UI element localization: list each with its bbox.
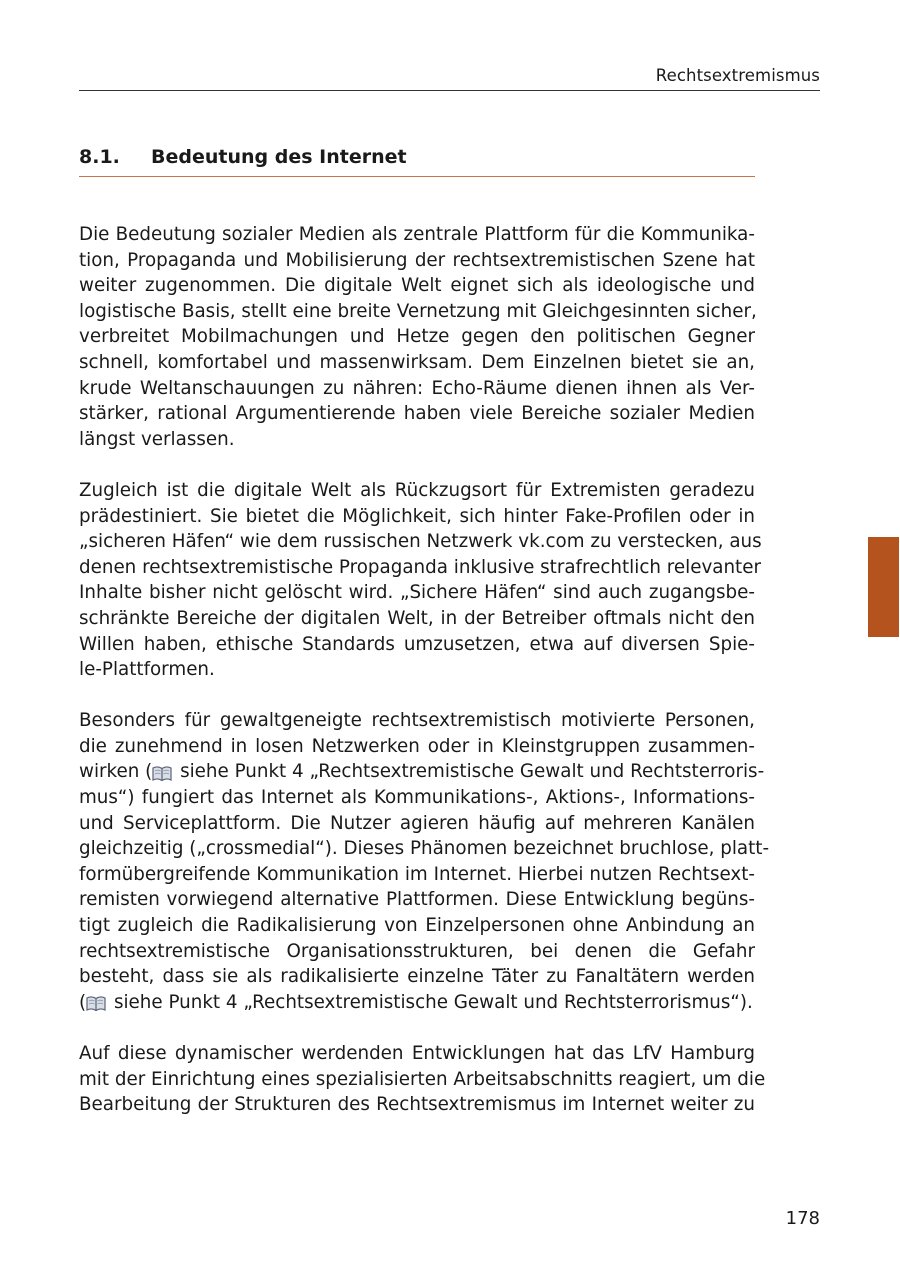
header-rule bbox=[79, 90, 820, 91]
text-line: denen rechtsextremistische Propaganda inklusive strafrechtlich relevanter bbox=[79, 556, 761, 578]
text-line: Besonders für gewaltgeneigte rechtsextremistisch motivierte Personen, bbox=[79, 710, 755, 732]
text-line: Die Bedeutung sozialer Medien als zentrale Plattform für die Kommunika- bbox=[79, 224, 755, 245]
text-line: weiter zugenommen. Die digitale Welt eignet sich als ideologische und bbox=[79, 275, 755, 297]
text-line bbox=[79, 990, 755, 1016]
text-line: stärker, rational Argumentierende haben viele Bereiche sozialer Medien bbox=[79, 403, 755, 425]
text-line: gleichzeitig („crossmedial“). Dieses Phänomen bezeichnet bruchlose, platt- bbox=[79, 838, 770, 860]
text-line: formübergreifende Kommunikation im Internet. Hierbei nutzen Rechtsext- bbox=[79, 863, 755, 885]
text-line: le-Plattformen. bbox=[79, 659, 215, 681]
paragraph bbox=[79, 222, 755, 452]
text-line: Zugleich ist die digitale Welt als Rückzugsort für Extremisten geradezu bbox=[79, 479, 755, 501]
text-line: die zunehmend in losen Netzwerken oder in Kleinstgruppen zusammen- bbox=[79, 735, 755, 757]
text-line: schnell, komfortabel und massenwirksam. Dem Einzelnen bietet sie an, bbox=[79, 351, 755, 373]
text-fragment: ( bbox=[79, 991, 87, 1013]
text-line: krude Weltanschauungen zu nähren: Echo-Räume dienen ihnen als Ver- bbox=[79, 377, 755, 399]
text-line: „sicheren Häfen“ wie dem russischen Netzwerk vk.com zu verstecken, aus bbox=[79, 531, 762, 553]
text-line: mus“) fungiert das Internet als Kommunikations-, Aktions-, Informations- bbox=[79, 787, 755, 809]
paragraph bbox=[79, 708, 770, 1015]
text-line: und Serviceplattform. Die Nutzer agieren häufig auf mehreren Kanälen bbox=[79, 812, 755, 834]
chapter-side-tab bbox=[868, 537, 899, 637]
section-rule bbox=[79, 176, 755, 177]
paragraph bbox=[79, 478, 762, 683]
section-title: Bedeutung des Internet bbox=[151, 146, 407, 168]
page-number: 178 bbox=[785, 1208, 820, 1229]
text-line: tigt zugleich die Radikalisierung von Einzelpersonen ohne Anbindung an bbox=[79, 915, 755, 937]
text-line: schränkte Bereiche der digitalen Welt, in der Betreiber oftmals nicht den bbox=[79, 607, 755, 629]
paragraph bbox=[79, 1041, 766, 1118]
text-fragment: siehe Punkt 4 „Rechtsextremistische Gewalt und Rechtsterroris- bbox=[174, 761, 765, 783]
book-icon bbox=[152, 764, 172, 781]
text-line: mit der Einrichtung eines spezialisierten Arbeitsabschnitts reagiert, um die bbox=[79, 1068, 766, 1090]
text-fragment: wirken ( bbox=[79, 761, 153, 783]
book-icon bbox=[86, 994, 106, 1011]
text-line: remisten vorwiegend alternative Plattformen. Diese Entwicklung begüns- bbox=[79, 889, 755, 911]
text-line: besteht, dass sie als radikalisierte einzelne Täter zu Fanaltätern werden bbox=[79, 966, 755, 988]
body-text bbox=[79, 222, 770, 1118]
text-line: Auf diese dynamischer werdenden Entwicklungen hat das LfV Hamburg bbox=[79, 1043, 755, 1064]
text-line: Inhalte bisher nicht gelöscht wird. „Sichere Häfen“ sind auch zugangsbe- bbox=[79, 582, 755, 604]
text-line bbox=[79, 759, 765, 785]
text-line: Willen haben, ethische Standards umzusetzen, etwa auf diversen Spie- bbox=[79, 633, 755, 655]
text-line: logistische Basis, stellt eine breite Vernetzung mit Gleichgesinnten sicher, bbox=[79, 300, 757, 322]
text-line: Bearbeitung der Strukturen des Rechtsextremismus im Internet weiter zu bbox=[79, 1094, 755, 1116]
text-line: längst verlassen. bbox=[79, 428, 235, 450]
text-line: tion, Propaganda und Mobilisierung der rechtsextremistischen Szene hat bbox=[79, 249, 755, 271]
running-header: Rechtsextremismus bbox=[655, 66, 820, 85]
text-line: rechtsextremistische Organisationsstrukturen, bei denen die Gefahr bbox=[79, 940, 755, 962]
text-fragment: siehe Punkt 4 „Rechtsextremistische Gewalt und Rechtsterrorismus“). bbox=[108, 991, 753, 1013]
section-number: 8.1. bbox=[79, 146, 120, 168]
text-line: verbreitet Mobilmachungen und Hetze gegen den politischen Gegner bbox=[79, 326, 755, 348]
section-heading bbox=[79, 146, 755, 168]
text-line: prädestiniert. Sie bietet die Möglichkeit, sich hinter Fake-Profilen oder in bbox=[79, 505, 755, 527]
